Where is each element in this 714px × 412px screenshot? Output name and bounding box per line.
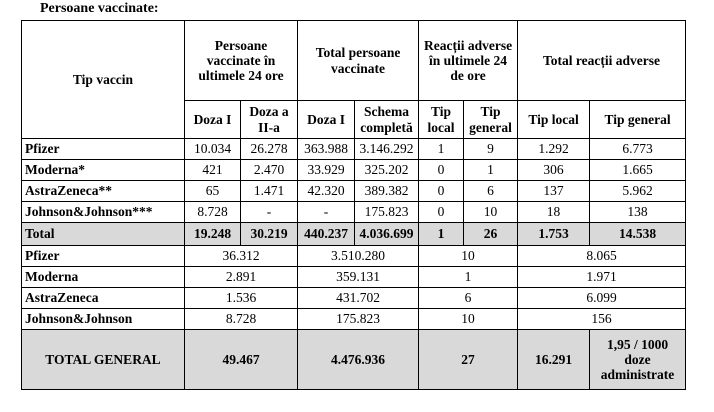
header-total-adverse: Total reacții adverse [518,21,686,101]
table-cell: 18 [518,202,590,223]
table-cell: 306 [518,160,590,181]
table-cell: 137 [518,181,590,202]
table-cell: 14.538 [590,223,686,246]
table-cell: 431.702 [298,288,419,309]
row-label: AstraZeneca** [22,181,185,202]
grand-total-row [22,330,686,390]
table-cell: 27 [419,330,518,390]
table-cell: 33.929 [298,160,355,181]
table-row [22,160,686,181]
summary-row [22,288,686,309]
subheader-cell: Doza a II-a [241,101,298,139]
table-cell: 1 [464,160,518,181]
table-cell: 16.291 [518,330,590,390]
table-cell: 8.728 [185,309,298,330]
table-cell: 6.773 [590,139,686,160]
subheader-cell: Tip local [518,101,590,139]
table-row [22,181,686,202]
table-cell: 1.753 [518,223,590,246]
table-cell: 6 [464,181,518,202]
summary-row [22,246,686,267]
subheader-cell: Schema completă [355,101,419,139]
subheader-cell: Doza I [185,101,241,139]
header-tip-vaccin: Tip vaccin [22,21,185,139]
table-cell: 1.971 [518,267,686,288]
table-cell: 4.476.936 [298,330,419,390]
row-label: Pfizer [22,246,185,267]
table-cell: 1.471 [241,181,298,202]
subheader-cell: Tip general [590,101,686,139]
table-cell: 440.237 [298,223,355,246]
table-cell: 359.131 [298,267,419,288]
table-cell: 1 [419,223,464,246]
table-cell: 4.036.699 [355,223,419,246]
table-caption: Persoane vaccinate: [40,1,159,16]
table-cell: 0 [419,160,464,181]
table-cell: 36.312 [185,246,298,267]
table-cell: 26.278 [241,139,298,160]
table-cell: 421 [185,160,241,181]
row-label: Total [22,223,185,246]
table-cell: 3.510.280 [298,246,419,267]
table-cell: 325.202 [355,160,419,181]
table-cell: 8.065 [518,246,686,267]
table-cell: 156 [518,309,686,330]
row-label: Johnson&Johnson*** [22,202,185,223]
table-row [22,139,686,160]
table-cell: 10 [419,309,518,330]
table-cell: 19.248 [185,223,241,246]
table-cell: 10 [419,246,518,267]
table-cell: 1.292 [518,139,590,160]
table-cell: 65 [185,181,241,202]
header-vaccinated-24h: Persoane vaccinate în ultimele 24 ore [185,21,298,101]
table-cell: 1 [419,139,464,160]
header-adverse-24h: Reacții adverse în ultimele 24 de ore [419,21,518,101]
row-label: Pfizer [22,139,185,160]
row-label: TOTAL GENERAL [22,330,185,390]
vaccination-table [21,20,686,390]
table-cell: 0 [419,202,464,223]
header-total-vaccinated: Total persoane vaccinate [298,21,419,101]
row-label: Moderna [22,267,185,288]
table-cell: 10 [464,202,518,223]
table-cell: 8.728 [185,202,241,223]
table-cell: 175.823 [355,202,419,223]
row-label: Johnson&Johnson [22,309,185,330]
table-cell: - [241,202,298,223]
table-cell: 9 [464,139,518,160]
table-cell: 1.536 [185,288,298,309]
subheader-cell: Tip general [464,101,518,139]
subheader-cell: Doza I [298,101,355,139]
table-cell: 1 [419,267,518,288]
table-cell: 49.467 [185,330,298,390]
table-row [22,202,686,223]
table-cell: 175.823 [298,309,419,330]
table-cell: 10.034 [185,139,241,160]
table-cell: 6 [419,288,518,309]
table-cell: 1.665 [590,160,686,181]
row-label: Moderna* [22,160,185,181]
summary-row [22,267,686,288]
table-cell: - [298,202,355,223]
table-cell: 1,95 / 1000 doze administrate [590,330,686,390]
table-cell: 6.099 [518,288,686,309]
table-cell: 42.320 [298,181,355,202]
table-cell: 2.470 [241,160,298,181]
table-cell: 389.382 [355,181,419,202]
summary-row [22,309,686,330]
row-label: AstraZeneca [22,288,185,309]
table-cell: 2.891 [185,267,298,288]
table-cell: 5.962 [590,181,686,202]
total-row [22,223,686,246]
subheader-cell: Tip local [419,101,464,139]
table-cell: 3.146.292 [355,139,419,160]
table-cell: 363.988 [298,139,355,160]
table-cell: 138 [590,202,686,223]
table-cell: 0 [419,181,464,202]
table-cell: 30.219 [241,223,298,246]
table-cell: 26 [464,223,518,246]
